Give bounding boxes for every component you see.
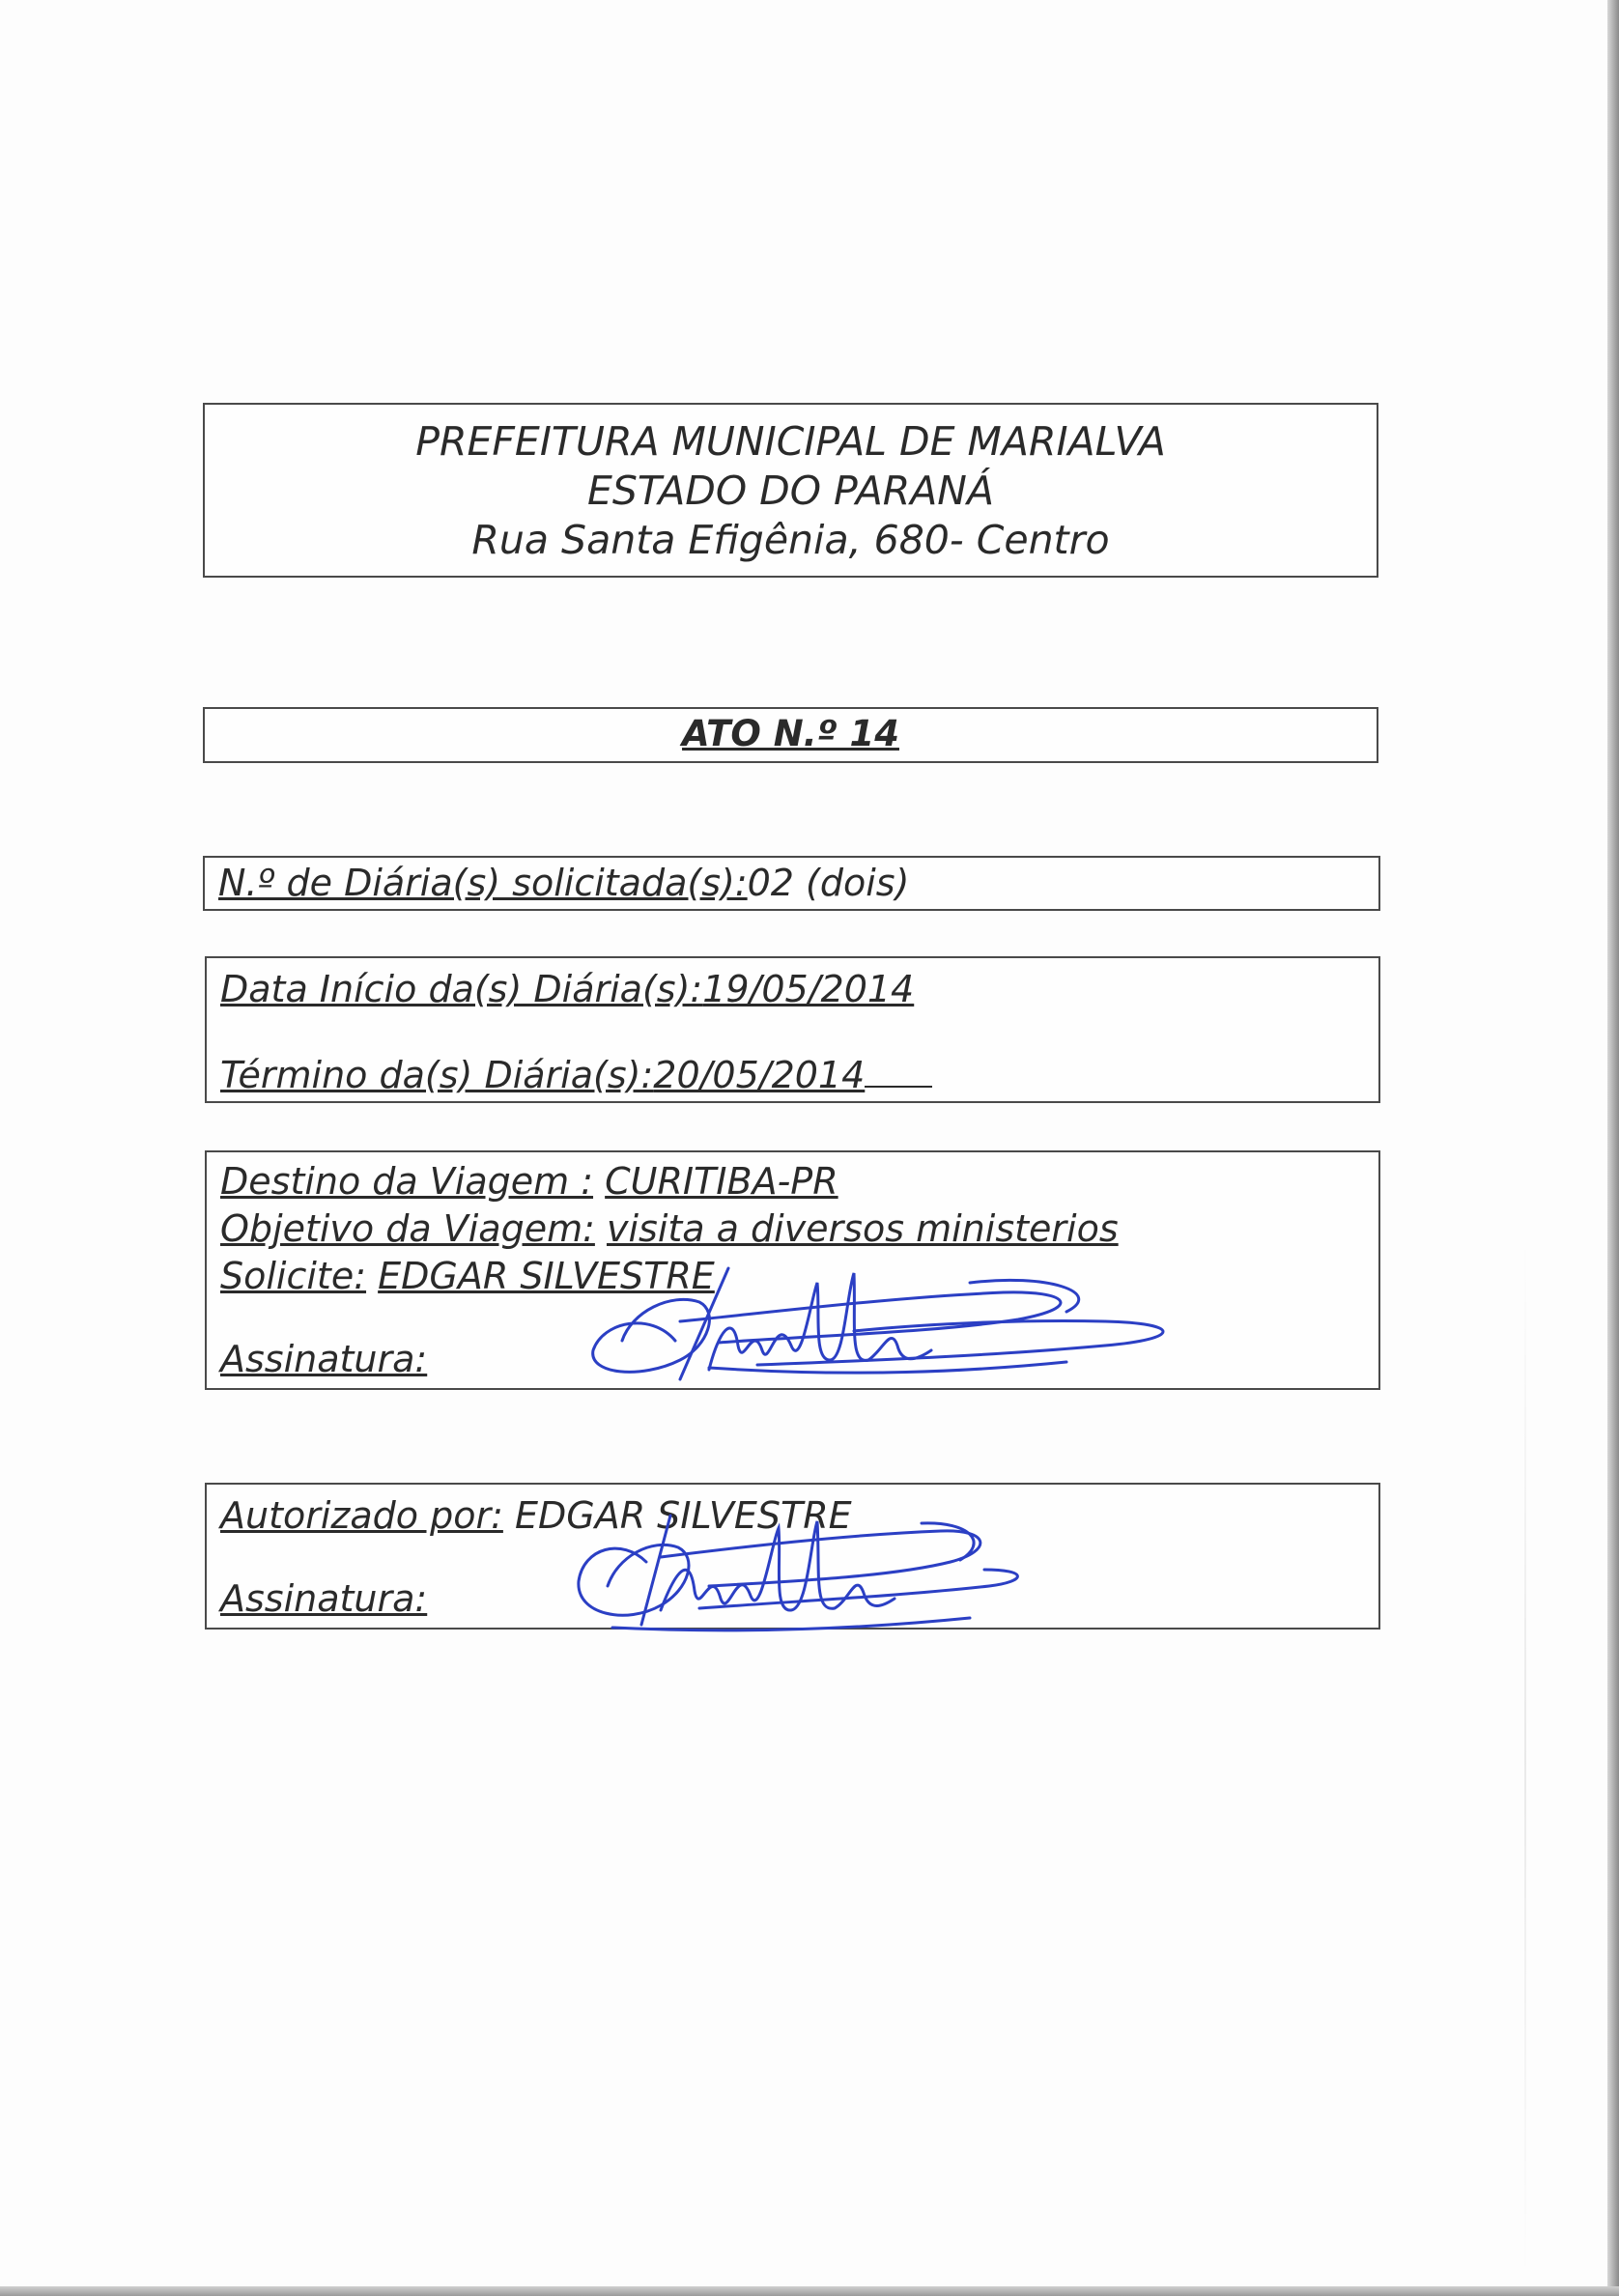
header-box (203, 403, 1378, 578)
solicite-label: Solicite: (220, 1255, 367, 1297)
diarias-value: 02 (dois) (747, 862, 910, 904)
destino-label: Destino da Viagem : (220, 1160, 594, 1203)
header-endereco: Rua Santa Efigênia, 680- Centro (471, 517, 1110, 563)
scan-edge-bottom (0, 2286, 1619, 2296)
diarias-box (203, 856, 1380, 911)
signature-solicitante (564, 1254, 1337, 1384)
objetivo-value: visita a diversos ministerios (606, 1207, 1119, 1250)
assinatura-solicitante-label: Assinatura: (220, 1338, 428, 1380)
paper-fold (1524, 1236, 1526, 2280)
assinatura-autorizador-line (220, 1577, 427, 1620)
header-prefeitura: PREFEITURA MUNICIPAL DE MARIALVA (415, 418, 1166, 465)
termino-underline-tail (865, 1086, 932, 1088)
assinatura-solicitante-line (220, 1338, 427, 1380)
data-termino-line (220, 1054, 932, 1096)
objetivo-line (220, 1207, 1119, 1250)
data-inicio-line (220, 968, 914, 1010)
viagem-box (205, 1150, 1380, 1390)
ato-box (203, 707, 1378, 763)
header-estado: ESTADO DO PARANÁ (587, 468, 994, 514)
datas-box (205, 956, 1380, 1103)
autorizado-value: EDGAR SILVESTRE (514, 1494, 852, 1537)
objetivo-label: Objetivo da Viagem: (220, 1207, 595, 1250)
destino-line (220, 1160, 838, 1203)
assinatura-autorizador-label: Assinatura: (220, 1577, 428, 1620)
ato-title: ATO N.º 14 (682, 713, 899, 754)
data-inicio-label: Data Início da(s) Diária(s): (220, 968, 703, 1010)
signature-autorizador (554, 1504, 1134, 1634)
autorizacao-box (205, 1483, 1380, 1630)
solicite-value: EDGAR SILVESTRE (378, 1255, 715, 1297)
autorizado-label: Autorizado por: (220, 1494, 503, 1537)
scan-edge-right (1607, 0, 1619, 2296)
destino-value: CURITIBA-PR (605, 1160, 838, 1203)
diarias-label: N.º de Diária(s) solicitada(s): (218, 862, 748, 904)
data-termino-value: 20/05/2014 (653, 1054, 866, 1096)
data-inicio-value: 19/05/2014 (702, 968, 915, 1010)
data-termino-label: Término da(s) Diária(s): (220, 1054, 654, 1096)
